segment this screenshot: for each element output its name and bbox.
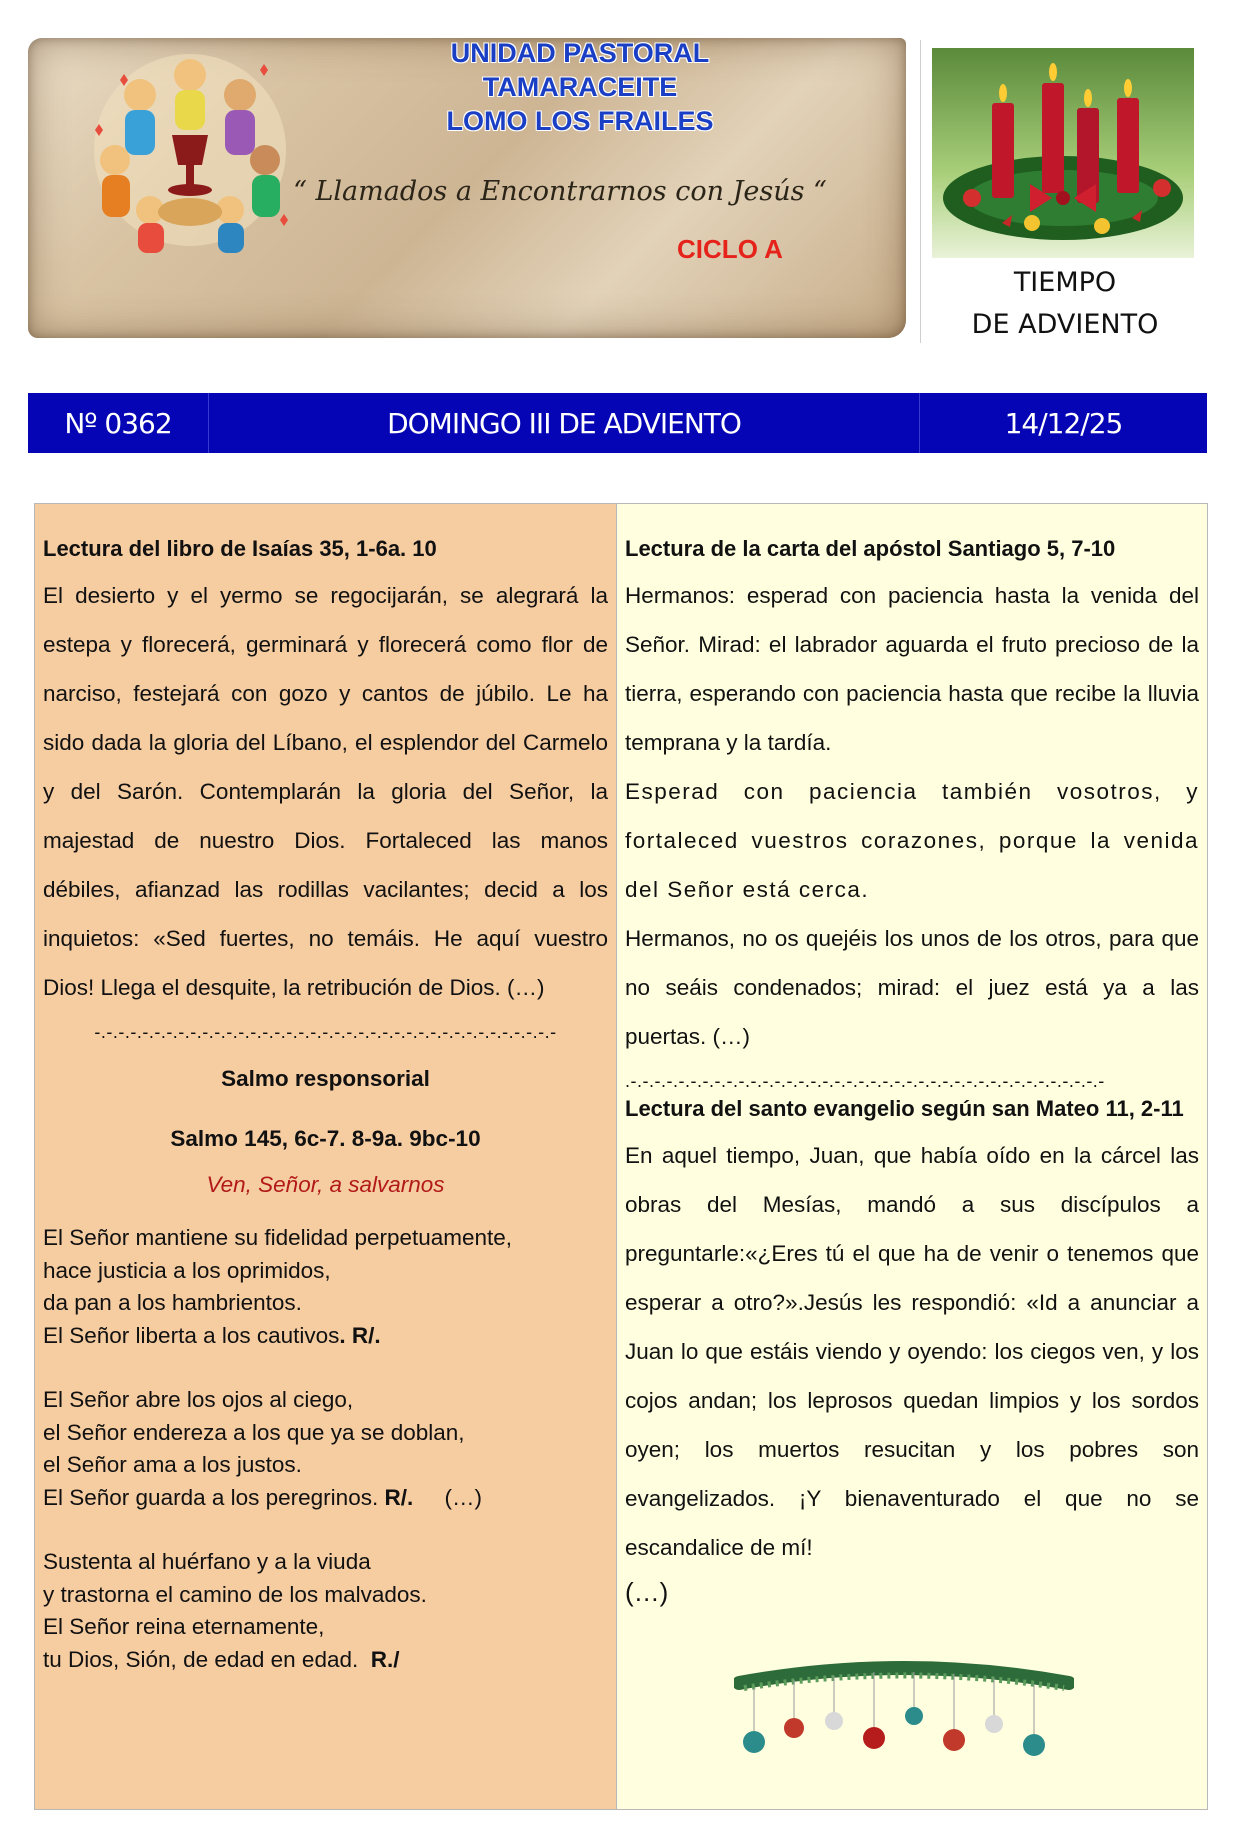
- liturgical-cycle: CICLO A: [677, 234, 783, 264]
- bulletin-date: 14/12/25: [1004, 406, 1123, 440]
- gospel-ellipsis: (…): [625, 1577, 669, 1607]
- stanza-1-line-4-text: El Señor liberta a los cautivos: [43, 1322, 340, 1348]
- left-column: [35, 504, 617, 1809]
- parish-title-line-1: UNIDAD PASTORAL: [450, 38, 710, 68]
- stanza-2-line-1: El Señor abre los ojos al ciego,: [43, 1387, 354, 1412]
- right-column: [617, 504, 1207, 1809]
- parish-clipart-icon: [80, 40, 300, 260]
- liturgical-season: [930, 262, 1200, 346]
- stanza-2-line-4: [43, 1482, 608, 1515]
- psalm-reference: Salmo 145, 6c-7. 8-9a. 9bc-10: [170, 1126, 481, 1151]
- parish-motto: “ Llamados a Encontrarnos con Jesús “: [293, 176, 827, 207]
- psalm-stanza-3: [43, 1546, 608, 1676]
- christmas-garland-icon: [734, 1658, 1074, 1778]
- stanza-3-line-1: Sustenta al huérfano y a la viuda: [43, 1549, 371, 1574]
- stanza-3-line-4: [43, 1644, 608, 1677]
- stanza-1-line-1: El Señor mantiene su fidelidad perpetuamente,: [43, 1225, 513, 1250]
- season-line-1: TIEMPO: [1013, 267, 1117, 298]
- liturgical-day: DOMINGO III DE ADVIENTO: [209, 393, 920, 453]
- bulletin-info-bar: [28, 393, 1207, 453]
- first-reading-text: El desierto y el yermo se regocijarán, se alegrará la estepa y florecerá, germinará y florecerá como flor de narciso, festejará con gozo y cantos de júbilo. Le ha sido dada la gloria del Líbano, el esplendor del Carmelo y del Sarón. Contemplarán la gloria del Señor, la majestad de nuestro Dios. Fortaleced las manos débiles, afianzad las rodillas vacilantes; decid a los inquietos: «Sed fuertes, no temáis. He aquí vuestro Dios! Llega el desquite, la retribución de Dios. (…): [43, 583, 608, 1000]
- psalm-title: Salmo responsorial: [221, 1066, 430, 1091]
- parish-title-line-3: LOMO LOS FRAILES: [446, 106, 714, 136]
- stanza-3-line-3: El Señor reina eternamente,: [43, 1614, 325, 1639]
- header-divider: [920, 40, 921, 343]
- stanza-2-line-2: el Señor endereza a los que ya se doblan,: [43, 1419, 465, 1445]
- second-reading-text: [625, 571, 1199, 1061]
- advent-wreath-icon: [932, 48, 1194, 258]
- gospel-text: En aquel tiempo, Juan, que había oído en la cárcel las obras del Mesías, mandó a sus discípulos a preguntarle:«¿Eres tú el que ha de venir o tenemos que esperar a otro?».Jesús les respondió: «Id a anunciar a Juan lo que estáis viendo y oyendo: los ciegos ven, y los cojos andan; los leprosos quedan limpios y los sordos oyen; los muertos resucitan y los pobres son evangelizados. ¡Y bienaventurado el que no se escandalice de mí!: [625, 1143, 1199, 1560]
- readings-table: [34, 503, 1208, 1810]
- stanza-1-line-3: da pan a los hambrientos.: [43, 1290, 302, 1315]
- stanza-2-line-4-text: El Señor guarda a los peregrinos.: [43, 1484, 385, 1510]
- second-reading-title: Lectura de la carta del apóstol Santiago 5, 7-10: [625, 536, 1116, 561]
- parish-title-line-2: TAMARACEITE: [482, 72, 678, 102]
- stanza-3-response: R./: [370, 1646, 400, 1672]
- stanza-2-response: R/.: [384, 1484, 414, 1510]
- stanza-3-line-4-text: tu Dios, Sión, de edad en edad.: [43, 1646, 371, 1672]
- season-line-2: DE ADVIENTO: [971, 309, 1159, 340]
- psalm-stanza-2: [43, 1384, 608, 1514]
- separator-left: -.-.-.-.-.-.-.-.-.-.-.-.-.-.-.-.-.-.-.-.-.-.-.-.-.-.-.-.-.-.-.-.-.-.-.-.-.-.-: [94, 1022, 557, 1042]
- parish-title: [370, 36, 790, 138]
- second-reading-paragraph-1: Hermanos: esperad con paciencia hasta la venida del Señor. Mirad: el labrador aguarda el fruto precioso de la tierra, esperando con paciencia hasta que recibe la lluvia temprana y la tardía.: [625, 583, 1199, 755]
- stanza-3-line-2: y trastorna el camino de los malvados.: [43, 1581, 427, 1607]
- psalm-antiphon: Ven, Señor, a salvarnos: [206, 1172, 445, 1197]
- second-reading-paragraph-2: Esperad con paciencia también vosotros, y fortaleced vuestros corazones, porque la venida del Señor está cerca.: [625, 779, 1199, 902]
- stanza-2-ellipsis: (…): [413, 1484, 482, 1510]
- stanza-1-line-4: [43, 1320, 608, 1353]
- psalm-stanza-1: [43, 1222, 608, 1352]
- bulletin-number: Nº 0362: [28, 393, 209, 453]
- stanza-1-line-2: hace justicia a los oprimidos,: [43, 1257, 331, 1283]
- stanza-1-response: . R/.: [339, 1322, 381, 1348]
- first-reading-title: Lectura del libro de Isaías 35, 1-6a. 10: [43, 536, 437, 561]
- gospel-title: Lectura del santo evangelio según san Mateo 11, 2-11: [625, 1096, 1184, 1121]
- stanza-2-line-3: el Señor ama a los justos.: [43, 1452, 302, 1477]
- separator-right: .-.-.-.-.-.-.-.-.-.-.-.-.-.-.-.-.-.-.-.-.-.-.-.-.-.-.-.-.-.-.-.-.-.-.-.-.-.-.-.-: [625, 1071, 1105, 1091]
- second-reading-paragraph-3: Hermanos, no os quejéis los unos de los otros, para que no seáis condenados; mirad: el juez está ya a las puertas. (…): [625, 926, 1199, 1049]
